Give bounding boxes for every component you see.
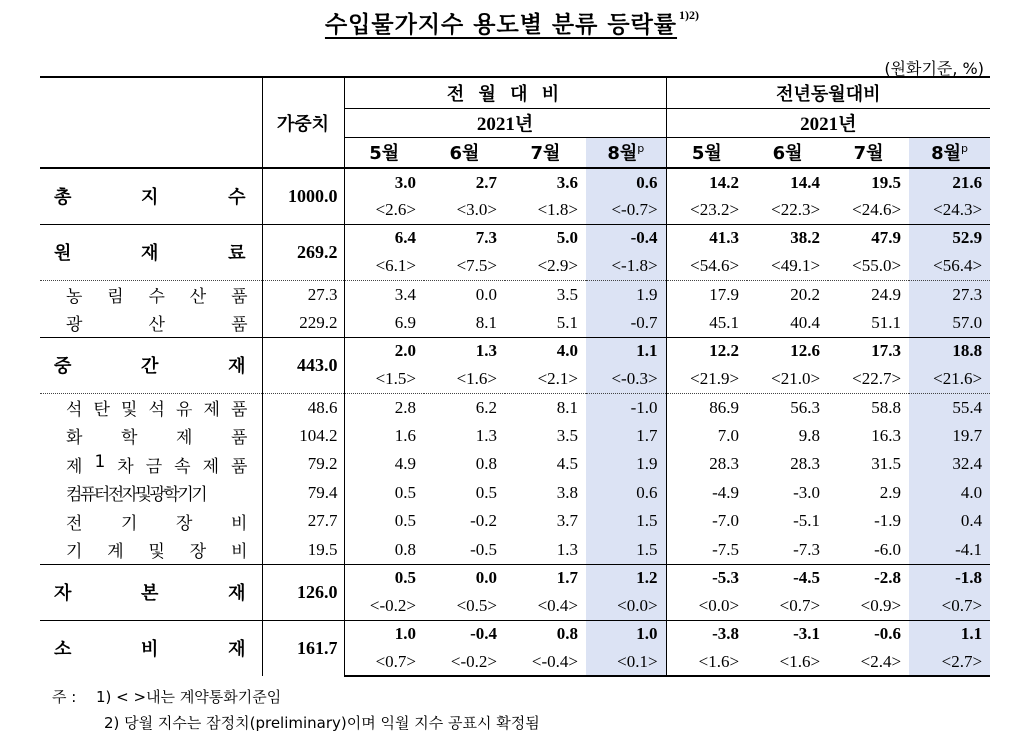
mom-header: 전 월 대 비 — [344, 77, 666, 108]
weight-cell: 48.6 — [262, 393, 344, 422]
yoy-value-cell: 28.3 — [790, 454, 821, 474]
weight-cell: 19.5 — [262, 536, 344, 565]
yoy-value-cell: 2.9 — [879, 482, 902, 502]
yoy-value-cell: -3.0 — [793, 482, 821, 502]
mom-value-cell: 0.8 — [505, 620, 586, 648]
mom-value-cell: 1.3 — [424, 337, 505, 365]
yoy-value-cell: 56.3 — [747, 393, 828, 422]
row-label: 컴퓨터전자및광학기기 — [40, 479, 262, 508]
mom-value-cell: -0.4 — [424, 620, 505, 648]
yoy-value-cell: 19.5 — [828, 168, 909, 196]
yoy-value-cell: 55.4 — [909, 393, 990, 422]
yoy-value-cell: 27.3 — [909, 280, 990, 309]
yoy-value-cell: 4.0 — [909, 479, 990, 508]
weight-cell: 79.2 — [262, 450, 344, 479]
mom-value-cell: <2.9> — [537, 255, 578, 275]
yoy-value-cell: <54.6> — [690, 255, 740, 275]
table-row — [40, 450, 990, 479]
weight-cell: 269.2 — [262, 224, 344, 280]
row-label: 제 1 차 금 속 제 품 — [40, 450, 262, 479]
mom-value-cell: 0.5 — [394, 482, 416, 502]
mom-value-cell: <2.6> — [375, 199, 416, 219]
mom-value-cell: 2.0 — [344, 337, 424, 365]
mom-value-cell: 3.0 — [344, 168, 424, 196]
table-row — [40, 168, 990, 196]
mom-value-cell: <-1.8> — [586, 252, 666, 280]
mom-value-cell: 4.5 — [556, 454, 578, 474]
yoy-value-cell: <21.6> — [909, 365, 990, 393]
yoy-value-cell: -7.0 — [712, 511, 740, 531]
yoy-value-cell: <0.7> — [779, 595, 821, 615]
mom-value-cell: <2.1> — [537, 368, 578, 388]
table-row — [40, 564, 990, 592]
mom-value-cell: <-0.2> — [424, 648, 505, 676]
row-label: 총 지 수 — [40, 168, 262, 224]
mom-month-header: 7월 — [505, 137, 586, 168]
yoy-value-cell: -1.8 — [909, 564, 990, 592]
yoy-value-cell: -4.5 — [747, 564, 828, 592]
yoy-value-cell: <22.3> — [771, 199, 821, 219]
yoy-month-header: 6월 — [747, 137, 828, 168]
mom-value-cell: <0.4> — [537, 595, 578, 615]
yoy-value-cell: <1.6> — [747, 648, 828, 676]
yoy-value-cell: 31.5 — [871, 454, 902, 474]
yoy-value-cell: 17.9 — [666, 280, 747, 309]
yoy-value-cell: 18.8 — [909, 337, 990, 365]
mom-value-cell: 1.0 — [344, 620, 424, 648]
mom-value-cell: 0.6 — [586, 479, 666, 508]
yoy-year: 2021년 — [666, 108, 990, 137]
yoy-value-cell: 45.1 — [709, 312, 740, 332]
row-label: 자 본 재 — [40, 564, 262, 620]
yoy-value-cell: 28.3 — [709, 454, 740, 474]
yoy-header: 전년동월대비 — [666, 77, 990, 108]
yoy-value-cell: -3.1 — [747, 620, 828, 648]
index-table — [40, 76, 990, 677]
weight-cell: 126.0 — [262, 564, 344, 620]
mom-value-cell: -0.4 — [586, 224, 666, 252]
mom-value-cell: 8.1 — [475, 312, 497, 332]
mom-value-cell: 0.5 — [475, 482, 497, 502]
mom-value-cell: 3.7 — [556, 511, 578, 531]
mom-value-cell: 3.6 — [505, 168, 586, 196]
yoy-value-cell: <0.7> — [909, 592, 990, 620]
yoy-value-cell: 19.7 — [909, 422, 990, 451]
mom-value-cell: <-0.2> — [369, 595, 416, 615]
yoy-value-cell: 40.4 — [790, 312, 821, 332]
yoy-value-cell: <22.7> — [852, 368, 902, 388]
mom-value-cell: 1.9 — [586, 280, 666, 309]
mom-value-cell: <3.0> — [456, 199, 497, 219]
yoy-value-cell: <23.2> — [690, 199, 740, 219]
mom-value-cell: 1.2 — [586, 564, 666, 592]
weight-cell: 229.2 — [262, 309, 344, 338]
row-label: 기 계 및 장 비 — [40, 536, 262, 565]
mom-value-cell: 8.1 — [505, 393, 586, 422]
mom-value-cell: <7.5> — [456, 255, 497, 275]
yoy-value-cell: <21.0> — [771, 368, 821, 388]
mom-value-cell: 2.7 — [424, 168, 505, 196]
yoy-value-cell: 14.4 — [747, 168, 828, 196]
yoy-value-cell: -7.5 — [712, 539, 740, 559]
yoy-value-cell: <2.7> — [909, 648, 990, 676]
table-row — [40, 507, 990, 536]
yoy-value-cell: <0.0> — [698, 595, 740, 615]
yoy-month-header: 7월 — [828, 137, 909, 168]
yoy-value-cell: -6.0 — [874, 539, 902, 559]
mom-value-cell: 3.8 — [556, 482, 578, 502]
mom-value-cell: 1.9 — [586, 450, 666, 479]
weight-cell: 27.7 — [262, 507, 344, 536]
mom-year: 2021년 — [344, 108, 666, 137]
mom-value-cell: 6.9 — [394, 312, 416, 332]
mom-value-cell: -0.7 — [586, 309, 666, 338]
weight-header: 가중치 — [262, 77, 344, 168]
yoy-month-header: 5월 — [666, 137, 747, 168]
table-title: 수입물가지수 용도별 분류 등락률 $^{1)2)}$ — [324, 8, 700, 38]
yoy-value-cell: 47.9 — [828, 224, 909, 252]
yoy-value-cell: <1.6> — [666, 648, 747, 676]
mom-value-cell: <0.0> — [586, 592, 666, 620]
weight-cell: 161.7 — [262, 620, 344, 676]
yoy-month-header: 8월$^p$ — [909, 137, 990, 168]
yoy-value-cell: 86.9 — [666, 393, 747, 422]
stub-header — [40, 77, 262, 168]
mom-value-cell: <0.7> — [344, 648, 424, 676]
table-row — [40, 479, 990, 508]
mom-value-cell: <0.1> — [586, 648, 666, 676]
note-1: 주 : 1) < >내는 계약통화기준임 — [52, 688, 282, 706]
mom-value-cell: 0.8 — [394, 539, 416, 559]
row-label: 원 재 료 — [40, 224, 262, 280]
title-footnote-mark: 1)2) — [679, 8, 700, 22]
yoy-value-cell: 9.8 — [798, 425, 821, 445]
mom-value-cell: <1.8> — [537, 199, 578, 219]
mom-value-cell: 5.1 — [556, 312, 578, 332]
table-row — [40, 422, 990, 451]
mom-value-cell: 6.2 — [424, 393, 505, 422]
yoy-value-cell: 12.6 — [747, 337, 828, 365]
mom-value-cell: 0.5 — [344, 564, 424, 592]
yoy-value-cell: 1.1 — [909, 620, 990, 648]
yoy-value-cell: -2.8 — [828, 564, 909, 592]
row-label: 농 림 수 산 품 — [40, 280, 262, 309]
table-row — [40, 337, 990, 365]
yoy-value-cell: 32.4 — [909, 450, 990, 479]
mom-month-header: 5월 — [344, 137, 424, 168]
weight-cell: 1000.0 — [262, 168, 344, 224]
yoy-value-cell: 7.0 — [717, 425, 740, 445]
mom-value-cell: <6.1> — [375, 255, 416, 275]
mom-value-cell: 4.9 — [394, 454, 416, 474]
yoy-value-cell: <21.9> — [690, 368, 740, 388]
weight-cell: 104.2 — [262, 422, 344, 451]
yoy-value-cell: <2.4> — [828, 648, 909, 676]
mom-value-cell: 1.7 — [586, 422, 666, 451]
table-row — [40, 536, 990, 565]
yoy-value-cell: -7.3 — [793, 539, 821, 559]
mom-value-cell: <-0.4> — [505, 648, 586, 676]
mom-value-cell: -0.5 — [470, 539, 497, 559]
mom-value-cell: 1.5 — [586, 507, 666, 536]
row-label: 전 기 장 비 — [40, 507, 262, 536]
table-row — [40, 280, 990, 309]
yoy-value-cell: <0.9> — [860, 595, 902, 615]
yoy-value-cell: <55.0> — [852, 255, 902, 275]
mom-value-cell: 7.3 — [424, 224, 505, 252]
row-label: 소 비 재 — [40, 620, 262, 676]
mom-value-cell: <1.5> — [375, 368, 416, 388]
mom-value-cell: 0.0 — [424, 280, 505, 309]
yoy-value-cell: 57.0 — [909, 309, 990, 338]
yoy-value-cell: 52.9 — [909, 224, 990, 252]
yoy-value-cell: <24.3> — [909, 196, 990, 224]
table-row — [40, 393, 990, 422]
yoy-value-cell: 20.2 — [747, 280, 828, 309]
yoy-value-cell: -4.9 — [712, 482, 740, 502]
mom-value-cell: -0.2 — [470, 511, 497, 531]
note-2: 2) 당월 지수는 잠정치(preliminary)이며 익월 지수 공표시 확정됨 — [104, 714, 540, 732]
row-label: 화 학 제 품 — [40, 422, 262, 451]
yoy-value-cell: 24.9 — [828, 280, 909, 309]
weight-cell: 443.0 — [262, 337, 344, 393]
yoy-value-cell: 14.2 — [666, 168, 747, 196]
mom-value-cell: 1.3 — [475, 425, 497, 445]
yoy-value-cell: <49.1> — [771, 255, 821, 275]
yoy-value-cell: -4.1 — [909, 536, 990, 565]
unit-label: (원화기준, %) — [884, 59, 984, 78]
mom-value-cell: 1.5 — [586, 536, 666, 565]
weight-cell: 27.3 — [262, 280, 344, 309]
yoy-value-cell: 38.2 — [747, 224, 828, 252]
yoy-value-cell: 16.3 — [871, 425, 902, 445]
yoy-value-cell: -5.3 — [666, 564, 747, 592]
row-label: 중 간 재 — [40, 337, 262, 393]
weight-cell: 79.4 — [262, 479, 344, 508]
mom-value-cell: -1.0 — [586, 393, 666, 422]
mom-value-cell: 0.6 — [586, 168, 666, 196]
mom-value-cell: 3.4 — [344, 280, 424, 309]
mom-value-cell: 1.1 — [586, 337, 666, 365]
row-label: 광 산 품 — [40, 309, 262, 338]
mom-value-cell: <-0.3> — [586, 365, 666, 393]
row-label: 석 탄 및 석 유 제 품 — [40, 393, 262, 422]
table-row — [40, 309, 990, 338]
mom-value-cell: 0.0 — [424, 564, 505, 592]
yoy-value-cell: 58.8 — [828, 393, 909, 422]
yoy-value-cell: 0.4 — [909, 507, 990, 536]
mom-value-cell: <-0.7> — [586, 196, 666, 224]
mom-value-cell: 6.4 — [344, 224, 424, 252]
mom-value-cell: 1.7 — [505, 564, 586, 592]
table-row — [40, 224, 990, 252]
mom-value-cell: <0.5> — [456, 595, 497, 615]
yoy-value-cell: 21.6 — [909, 168, 990, 196]
mom-value-cell: 4.0 — [505, 337, 586, 365]
table-row — [40, 620, 990, 648]
yoy-value-cell: <24.6> — [852, 199, 902, 219]
mom-value-cell: 3.5 — [556, 425, 578, 445]
mom-value-cell: 0.5 — [394, 511, 416, 531]
mom-value-cell: 3.5 — [505, 280, 586, 309]
yoy-value-cell: 17.3 — [828, 337, 909, 365]
yoy-value-cell: -5.1 — [793, 511, 821, 531]
yoy-value-cell: -0.6 — [828, 620, 909, 648]
mom-value-cell: 2.8 — [344, 393, 424, 422]
mom-value-cell: <1.6> — [456, 368, 497, 388]
mom-value-cell: 1.6 — [394, 425, 416, 445]
mom-month-header: 6월 — [424, 137, 505, 168]
mom-value-cell: 5.0 — [505, 224, 586, 252]
yoy-value-cell: -1.9 — [874, 511, 902, 531]
mom-value-cell: 1.0 — [586, 620, 666, 648]
yoy-value-cell: 41.3 — [666, 224, 747, 252]
yoy-value-cell: <56.4> — [909, 252, 990, 280]
mom-value-cell: 0.8 — [475, 454, 497, 474]
yoy-value-cell: 51.1 — [871, 312, 902, 332]
mom-month-header: 8월$^p$ — [586, 137, 666, 168]
yoy-value-cell: 12.2 — [666, 337, 747, 365]
mom-value-cell: 1.3 — [556, 539, 578, 559]
yoy-value-cell: -3.8 — [666, 620, 747, 648]
